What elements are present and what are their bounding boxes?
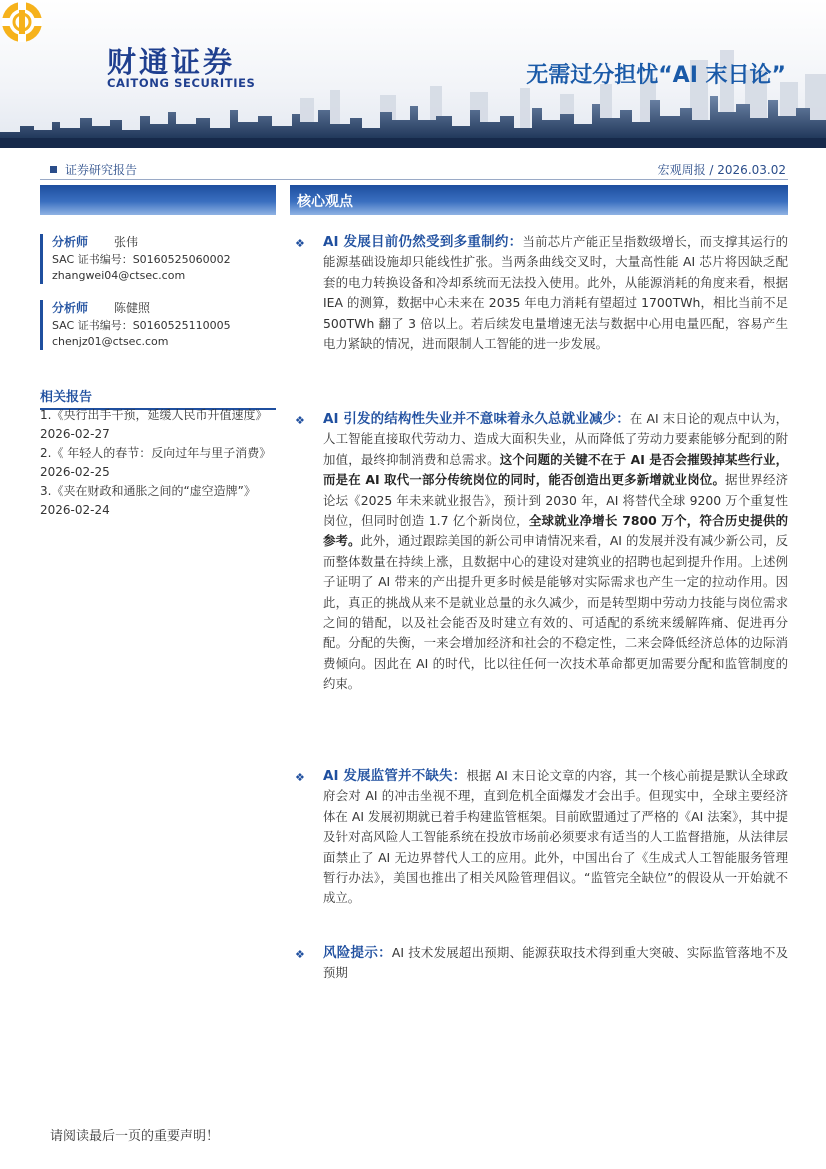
key-point-text: 当前芯片产能正呈指数级增长，而支撑其运行的能源基础设施却只能线性扩张。当两条曲线交叉时，大量高性能 AI 芯片将因缺乏配套的电力转换设备和冷却系统而无法投入使用。此外，从能源消耗的角度来看，根据 IEA 的测算，数据中心未来在 2035 年电力消耗有望超过 1700TWh，相比当前不足 500TWh 翻了 3 倍以上。若后续发电量增速无法与数据中心用电量匹配，容易产生电力紧缺的情况，进而限制人工智能的进一步发展。 (323, 234, 789, 352)
key-point-heading: AI 发展监管并不缺失： (323, 768, 467, 784)
related-report-date: 2026-02-27 (40, 427, 110, 441)
core-title-band (290, 185, 788, 215)
analyst-label: 分析师 (52, 301, 89, 315)
analyst-name: 陈健照 (114, 301, 151, 315)
core-section-title: 核心观点 (297, 194, 353, 210)
related-report-link[interactable]: 2.《 年轻人的春节：反向过年与里子消费》 (40, 446, 272, 460)
key-point-emphasis: 这个问题的关键不在于 AI 是否会摧毁掉某些行业，而是在 AI 取代一部分传统岗位的同时，能否创造出更多新增就业岗位。 (323, 451, 789, 488)
report-type-label: 证券研究报告 (50, 161, 137, 178)
sidebar-title-band (40, 185, 276, 215)
analyst-name: 张伟 (114, 235, 139, 249)
related-reports-list (40, 406, 280, 520)
diamond-bullet-icon: ❖ (295, 237, 305, 250)
risk-warning-heading: 风险提示： (323, 945, 392, 961)
diamond-bullet-icon: ❖ (295, 771, 305, 784)
related-reports-title: 相关报告 (40, 386, 276, 410)
diamond-bullet-icon: ❖ (295, 414, 305, 427)
analyst-email[interactable]: chenjz01@ctsec.com (52, 335, 169, 348)
category-date-label: 宏观周报 / 2026.03.02 (657, 163, 786, 177)
analyst-card (40, 300, 292, 350)
diamond-bullet-icon: ❖ (295, 948, 305, 961)
key-point-text: 此外，通过跟踪美国的新公司申请情况来看，AI 的发展并没有减少新公司，反而整体数量在持续上涨，且数据中心的建设对建筑业的招聘也起到提升作用。上述例子证明了 AI 带来的产出提升更多时候是能够对实际需求也产生一定的拉动作用。因此，真正的挑战从来不是就业总量的永久减少，而是转型期中劳动力技能与岗位需求之间的错配，以及社会能否及时建立有效的、可适配的系统来缓解阵痛、促进再分配。分配的失衡，一来会增加经济和社会的不稳定性，二来会降低经济总体的边际消费倾向。因此在 AI 的时代，比以往任何一次技术革命都更加需要分配和监管制度的约束。 (323, 533, 789, 692)
analyst-email[interactable]: zhangwei04@ctsec.com (52, 269, 186, 282)
analyst-cert: SAC 证书编号：S0160525110005 (52, 319, 231, 332)
key-point-paragraph (323, 409, 788, 695)
page-header (0, 0, 826, 158)
key-point-paragraph (323, 766, 788, 909)
caitong-logo-icon (0, 0, 44, 44)
square-bullet-icon (50, 166, 57, 173)
key-point-heading: AI 引发的结构性失业并不意味着永久总就业减少： (323, 411, 630, 427)
key-point-text: 根据 AI 末日论文章的内容，其一个核心前提是默认全球政府会对 AI 的冲击坐视不理，直到危机全面爆发才会出手。但现实中，全球主要经济体在 AI 发展初期就已着手构建监管框架。目前欧盟通过了严格的《AI 法案》，其中提及针对高风险人工智能系统在投放市场前必须要求有适当的人工监督措施，从法律层面禁止了 AI 无边界替代人工的应用。此外，中国出台了《生成式人工智能服务管理暂行办法》，美国也推出了相关风险管理倡议。“监管完全缺位”的假设从一开始就不成立。 (323, 768, 788, 906)
key-point-emphasis: 全球就业净增长 7800 万个，符合历史提供的参考。 (323, 513, 788, 549)
risk-warning-paragraph (323, 943, 788, 984)
footer-disclaimer[interactable]: 请阅读最后一页的重要声明！ (50, 1129, 220, 1144)
key-point-text: 在 AI 末日论的观点中认为，人工智能直接取代劳动力、造成大面积失业，从而降低了劳动力要素能够分配到的附加值，最终抑制消费和总需求。 (323, 411, 788, 467)
analyst-cert: SAC 证书编号：S0160525060002 (52, 253, 231, 266)
company-name-cn: 财通证券 (107, 45, 236, 79)
header-divider (40, 179, 788, 180)
analyst-card (40, 234, 292, 284)
key-point-paragraph (323, 232, 788, 354)
company-name-en: CAITONG SECURITIES (107, 76, 256, 90)
key-point-heading: AI 发展目前仍然受到多重制约： (323, 234, 523, 250)
document-title: 无需过分担忧“AI 末日论” (526, 63, 786, 88)
related-report-date: 2026-02-24 (40, 503, 110, 517)
related-report-link[interactable]: 3.《夹在财政和通胀之间的“虚空造牌”》 (40, 484, 256, 498)
related-report-date: 2026-02-25 (40, 465, 110, 479)
related-report-link[interactable]: 1.《央行出手干预，延缓人民币升值速度》 (40, 408, 268, 422)
analyst-label: 分析师 (52, 235, 89, 249)
risk-warning-text: AI 技术发展超出预期、能源获取技术得到重大突破、实际监管落地不及预期 (323, 945, 788, 981)
key-point-text: 据世界经济论坛《2025 年未来就业报告》，预计到 2030 年，AI 将替代全球 9200 万个重复性岗位，但同时创造 1.7 亿个新岗位， (323, 472, 789, 529)
